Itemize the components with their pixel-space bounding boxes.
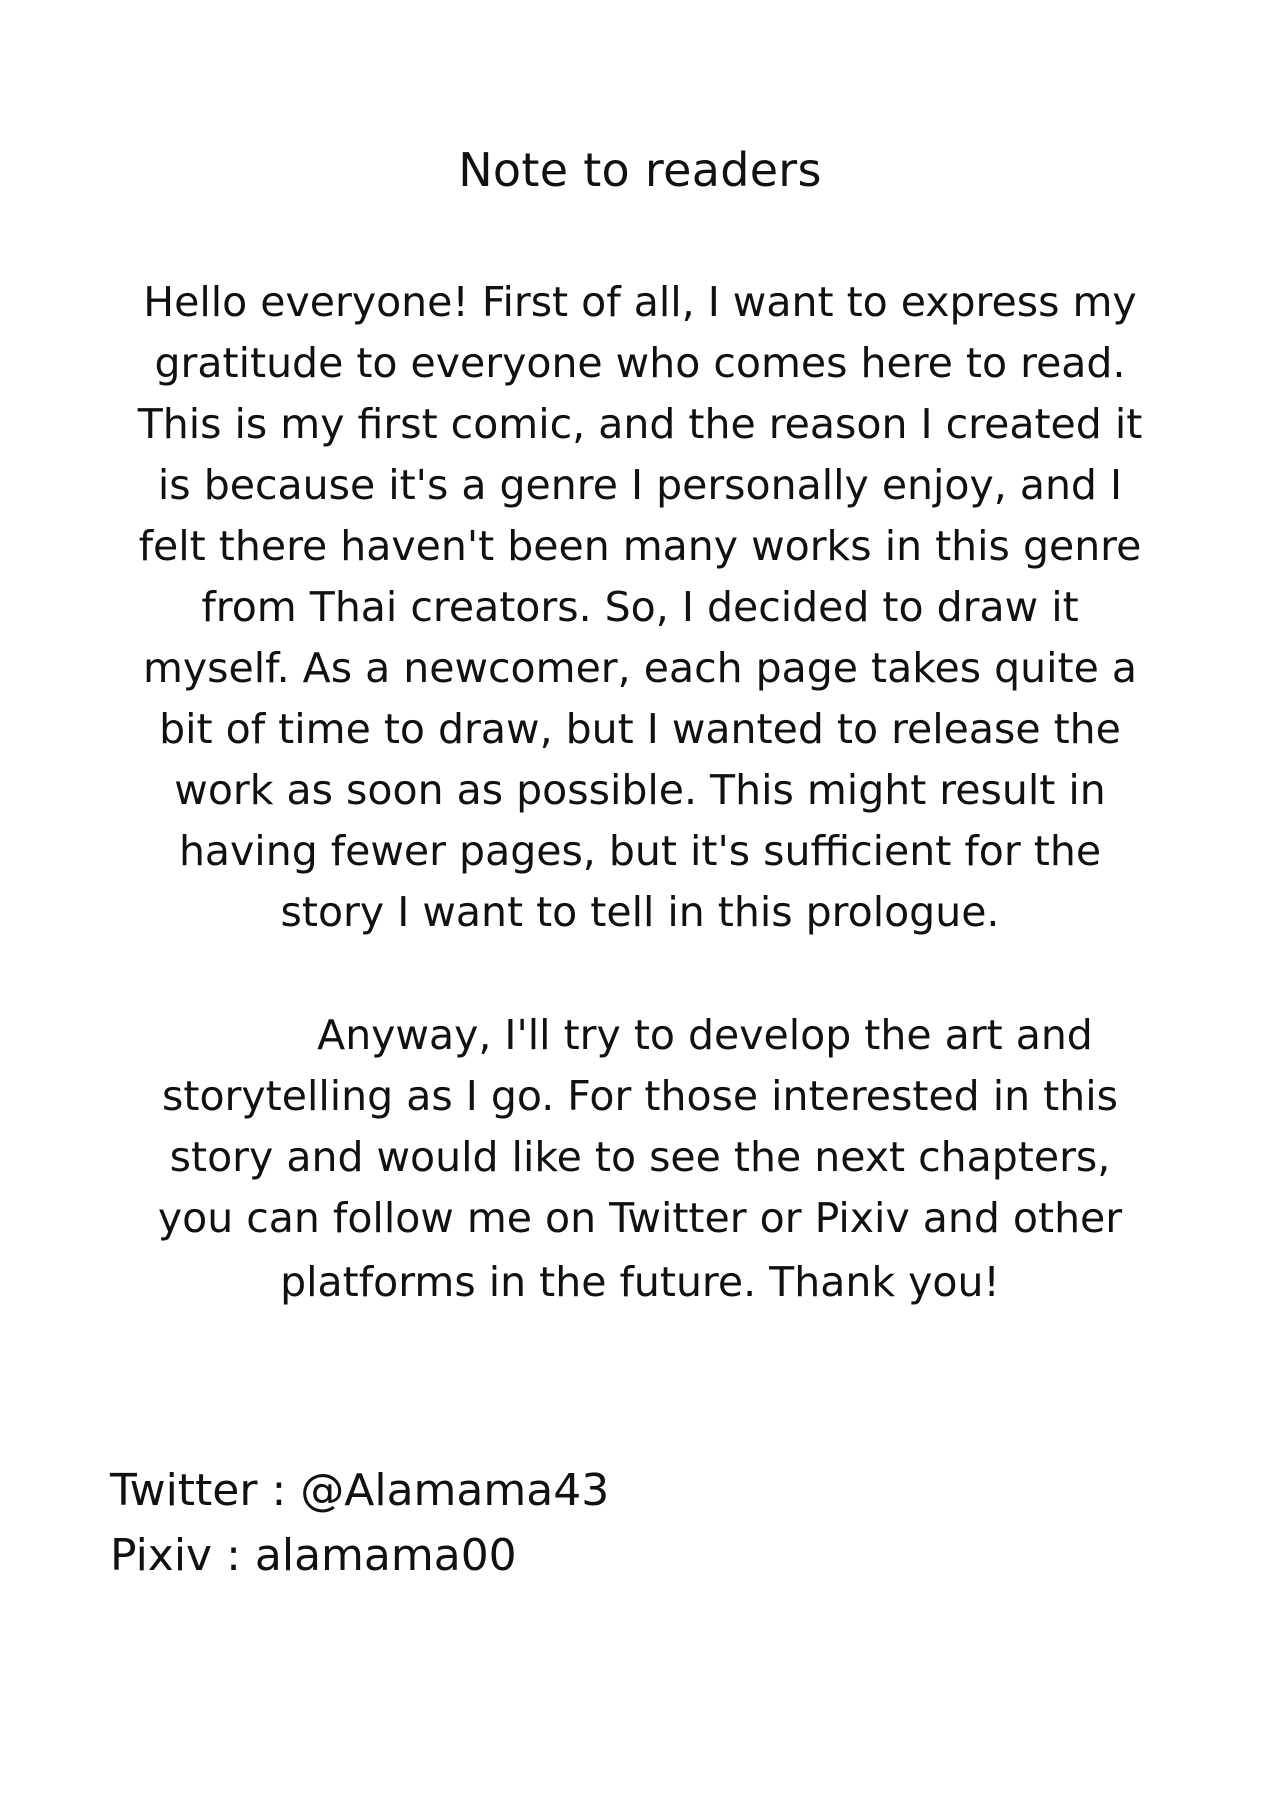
paragraph-line: storytelling as I go. For those interested in this — [162, 1072, 1118, 1120]
paragraph-line: story I want to tell in this prologue. — [280, 888, 1000, 936]
contact-info — [110, 1458, 1010, 1588]
paragraph-line: story and would like to see the next chapters, — [169, 1133, 1111, 1181]
twitter-handle: Twitter : @Alamama43 — [110, 1465, 610, 1516]
paragraph-line: myself. As a newcomer, each page takes quite a — [142, 644, 1138, 692]
paragraph-line: platforms in the future. Thank you! — [280, 1258, 1000, 1306]
paragraph-line: gratitude to everyone who comes here to read. — [154, 339, 1126, 387]
intro-paragraph — [100, 272, 1180, 943]
paragraph-line: having fewer pages, but it's sufficient for the — [178, 827, 1102, 875]
paragraph-line: bit of time to draw, but I wanted to release the — [159, 705, 1121, 753]
paragraph-line: work as soon as possible. This might result in — [174, 766, 1106, 814]
paragraph-line: you can follow me on Twitter or Pixiv and other — [157, 1194, 1123, 1242]
paragraph-line: from Thai creators. So, I decided to draw it — [201, 583, 1079, 631]
page-title: Note to readers — [458, 143, 822, 197]
paragraph-line: Anyway, I'll try to develop the art and — [317, 1011, 1093, 1059]
paragraph-line: felt there haven't been many works in this genre — [138, 522, 1142, 570]
pixiv-handle: Pixiv : alamama00 — [110, 1530, 517, 1581]
paragraph-line: This is my first comic, and the reason I created it — [137, 400, 1143, 448]
paragraph-line: Hello everyone! First of all, I want to express my — [143, 278, 1137, 326]
closing-paragraph — [100, 1005, 1180, 1313]
paragraph-line: is because it's a genre I personally enjoy, and I — [157, 461, 1123, 509]
